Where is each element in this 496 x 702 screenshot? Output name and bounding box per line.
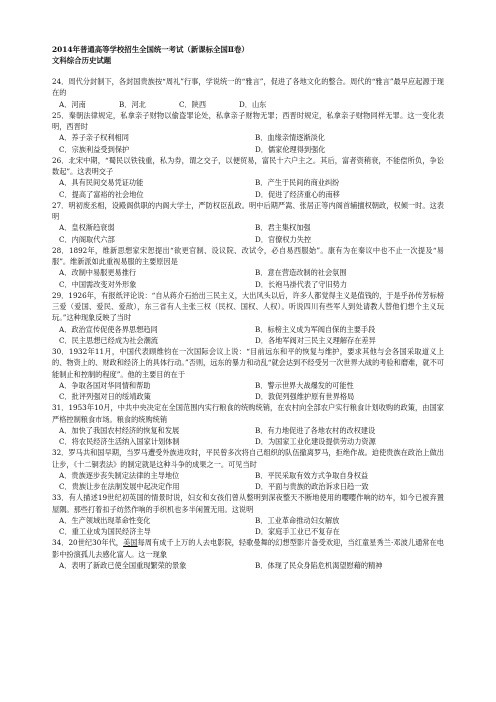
- answer-option: C．内阁取代六部: [59, 234, 115, 244]
- answer-options: [52, 470, 444, 493]
- question-item: [52, 492, 444, 537]
- answer-option: C．宗族利益受到保护: [59, 144, 130, 154]
- answer-option: A．表明了新政已使全国重现繁荣的景象: [59, 560, 187, 570]
- answer-option: D．各地军阀对三民主义理解存在差异: [255, 335, 376, 345]
- answer-option: B．平民采取有效方式争取自身权益: [255, 470, 369, 480]
- answer-option: B．意在营造改制的社会氛围: [255, 268, 347, 278]
- answer-option: B．标榜主义成为军阀自保的主要手段: [255, 324, 376, 334]
- answer-option: C．民主思想已经成为社会潮流: [59, 335, 158, 345]
- exam-title: 2014年普通高等学校招生全国统一考试（新课标全国Ⅱ卷）: [52, 45, 249, 54]
- answer-option: C．陕西: [179, 99, 207, 109]
- answer-option: A．养子亲子权利相同: [59, 133, 129, 143]
- answer-option: C．贵族让步在法制发展中起决定作用: [59, 482, 180, 491]
- exam-subtitle: 文科综合历史试题: [52, 56, 112, 65]
- answer-option: D．家庭手工业已不复存在: [255, 527, 340, 536]
- question-stem: 28．1892年，维新思想家宋恕提出“欲更官制、设议院、改试令，必自易西服始”。康有为在秦议中也不止一次提及“易服”。维新派如此重视易服的主要原因是: [52, 245, 444, 266]
- answer-option: C．重工业成为国民经济主导: [59, 527, 151, 536]
- question-stem: 32．罗马共和国早期，当罗马遭受外族进攻时，平民曾多次将自己组织的队伍撤离罗马，拒绝作战。迫使贵族在政治上做出让步，《十二铜表法》的制定就是这种斗争的成果之一。可见当时: [52, 448, 444, 469]
- question-stem: [52, 537, 444, 560]
- answer-option: A．改制中易服更易推行: [59, 268, 137, 278]
- answer-option: B．血缘亲情逐渐淡化: [255, 133, 325, 143]
- answer-options: [52, 425, 444, 448]
- answer-option: A．政治宣传促使各界思想趋同: [59, 324, 158, 334]
- answer-option: A．贵族逐步丧失制定法律的主导地位: [59, 470, 180, 480]
- answer-options: [52, 99, 444, 110]
- stem-text: 34．20世纪30年代，: [52, 538, 124, 548]
- answer-option: A．皇权渐趋衰弱: [59, 223, 115, 233]
- question-item: [52, 447, 444, 492]
- answer-option: C．将农民经济生活纳入国家计划体制: [59, 437, 180, 446]
- question-stem: 30．1932年11月，中国代表顾维钧在一次国际会议上说：“目前远东和平的恢复与维护，要求其他与会各国采取道义上的、物资上的、财政和经济上的具体行动。”否则，远东的暴力和动乱“就会达到不经受另一次世界大战的考验和磨难，就不可能制止和控制的程度”。他的主要目的在于: [52, 347, 444, 379]
- question-item: [52, 200, 444, 245]
- underlined-term: 美国: [123, 538, 138, 548]
- answer-options: [52, 267, 444, 290]
- answer-option: B．君主集权加强: [255, 223, 311, 233]
- question-item: [52, 76, 444, 110]
- answer-options: [52, 560, 444, 571]
- question-item: [52, 110, 444, 155]
- answer-option: C．提高了富裕的社会地位: [59, 189, 144, 199]
- question-stem: 29．1926年，有报纸评论说：“自从蒋介石抬出三民主义，大出风头以后，许多人都觉得主义是值钱的，于是乎孙传芳标榜三爱（爱国、爱民、爱敌），东三省有人主张三权（民权、国权、人权）。听说四川有些军人到处请教人替他们想个主义玩玩。”这种现象反映了当时: [52, 290, 444, 323]
- answer-option: B．有力地促进了各地农村的改权建设: [255, 425, 376, 435]
- question-stem: 26．北宋中期，“蜀民以铁钱重，私为券，谓之交子，以便贸易，富民十六户主之。其后，富者资稍衰，不能偿所负，争讼数起”。这表明交子: [52, 155, 444, 176]
- question-item: [52, 290, 444, 346]
- answer-option: D．促进了经济重心的南移: [255, 189, 340, 199]
- answer-option: B．产生于民间的商业纠纷: [255, 178, 340, 188]
- question-item: [52, 245, 444, 290]
- answer-options: [52, 222, 444, 245]
- answer-option: D．儒家伦理得到强化: [255, 144, 326, 154]
- answer-options: [52, 380, 444, 403]
- answer-option: D．山东: [239, 99, 267, 109]
- question-item: [52, 346, 444, 402]
- answer-options: [52, 177, 444, 200]
- answer-option: B．体现了民众身陷危机渴望慰藉的精神: [255, 560, 383, 570]
- answer-option: C．批评列强对日的绥靖政策: [59, 392, 151, 401]
- question-stem: 33．有人描述19世纪初英国的情景时说，妇女和女孩们曾从整明到深夜整天不断地使用的嘤嘤作响的纺车，如今已被弃置屋隅。那些打着扣子纺然作响的手织机也多半闲置无用。这说明: [52, 493, 444, 514]
- answer-option: A．河南: [59, 99, 86, 109]
- answer-option: D．敦促列强维护原有世界格局: [255, 392, 355, 401]
- question-stem: 25．秦朝法律规定，私拿亲子财物以偷盗罪论处，私拿亲子财物无罪；西晋时规定，私拿亲子财物同样无罪。这一变化表明，西晋时: [52, 110, 444, 131]
- answer-options: [52, 324, 444, 347]
- answer-option: A．具有民间交易凭证功能: [59, 178, 144, 188]
- answer-option: D．为国家工业化建设提供劳动力资源: [255, 437, 376, 446]
- question-item: [52, 155, 444, 200]
- answer-option: D．官僚权力失控: [255, 234, 312, 244]
- question-stem: 27．明初废丞相，设殿阁供职的内阁大学士，严防权臣乱政。明中后期严嵩、张居正等内阁首辅擅权朝政，权倾一时。这表明: [52, 200, 444, 221]
- answer-option: C．中国需改变对外形象: [59, 279, 137, 289]
- answer-option: B．工业革命推动妇女解放: [255, 515, 340, 525]
- question-item: [52, 537, 444, 571]
- question-stem: 31．1953年10月，中共中央决定在全国范围内实行粮食的统购统销，在农村向全部农户实行粮食计划收购的政策，由国家严格控制粮食市场。粮食的统购统销: [52, 403, 444, 424]
- question-stem: 24．周代分封制下，各封国贵族按“周礼”行事，学说统一的“雅言”，促进了各地文化的整合。周代的“雅言”最早应起源于现在的: [52, 77, 444, 98]
- answer-option: A．加快了我国农村经济的恢复和发展: [59, 425, 180, 435]
- answer-option: B．警示世界大战爆发的可能性: [255, 380, 354, 390]
- answer-options: [52, 132, 444, 155]
- stem-text: 每周有成千上万的人去电影院，轻歌曼舞的幻想型影片备受欢迎，当红童星秀兰·邓波儿通常在电影中扮演孤儿去感化富人。这一现象: [52, 538, 444, 559]
- question-item: [52, 402, 444, 447]
- answer-option: D．平面与贵族的政治诉求日趋一致: [255, 482, 369, 491]
- answer-option: B．河北: [119, 99, 146, 109]
- answer-option: A．争取各国对华同情和帮助: [59, 380, 151, 390]
- answer-option: D．长袍马褂代表了守旧势力: [255, 279, 348, 289]
- answer-options: [52, 515, 444, 538]
- question-list: [52, 76, 444, 571]
- answer-option: A．生产领域出现革命性变化: [59, 515, 151, 525]
